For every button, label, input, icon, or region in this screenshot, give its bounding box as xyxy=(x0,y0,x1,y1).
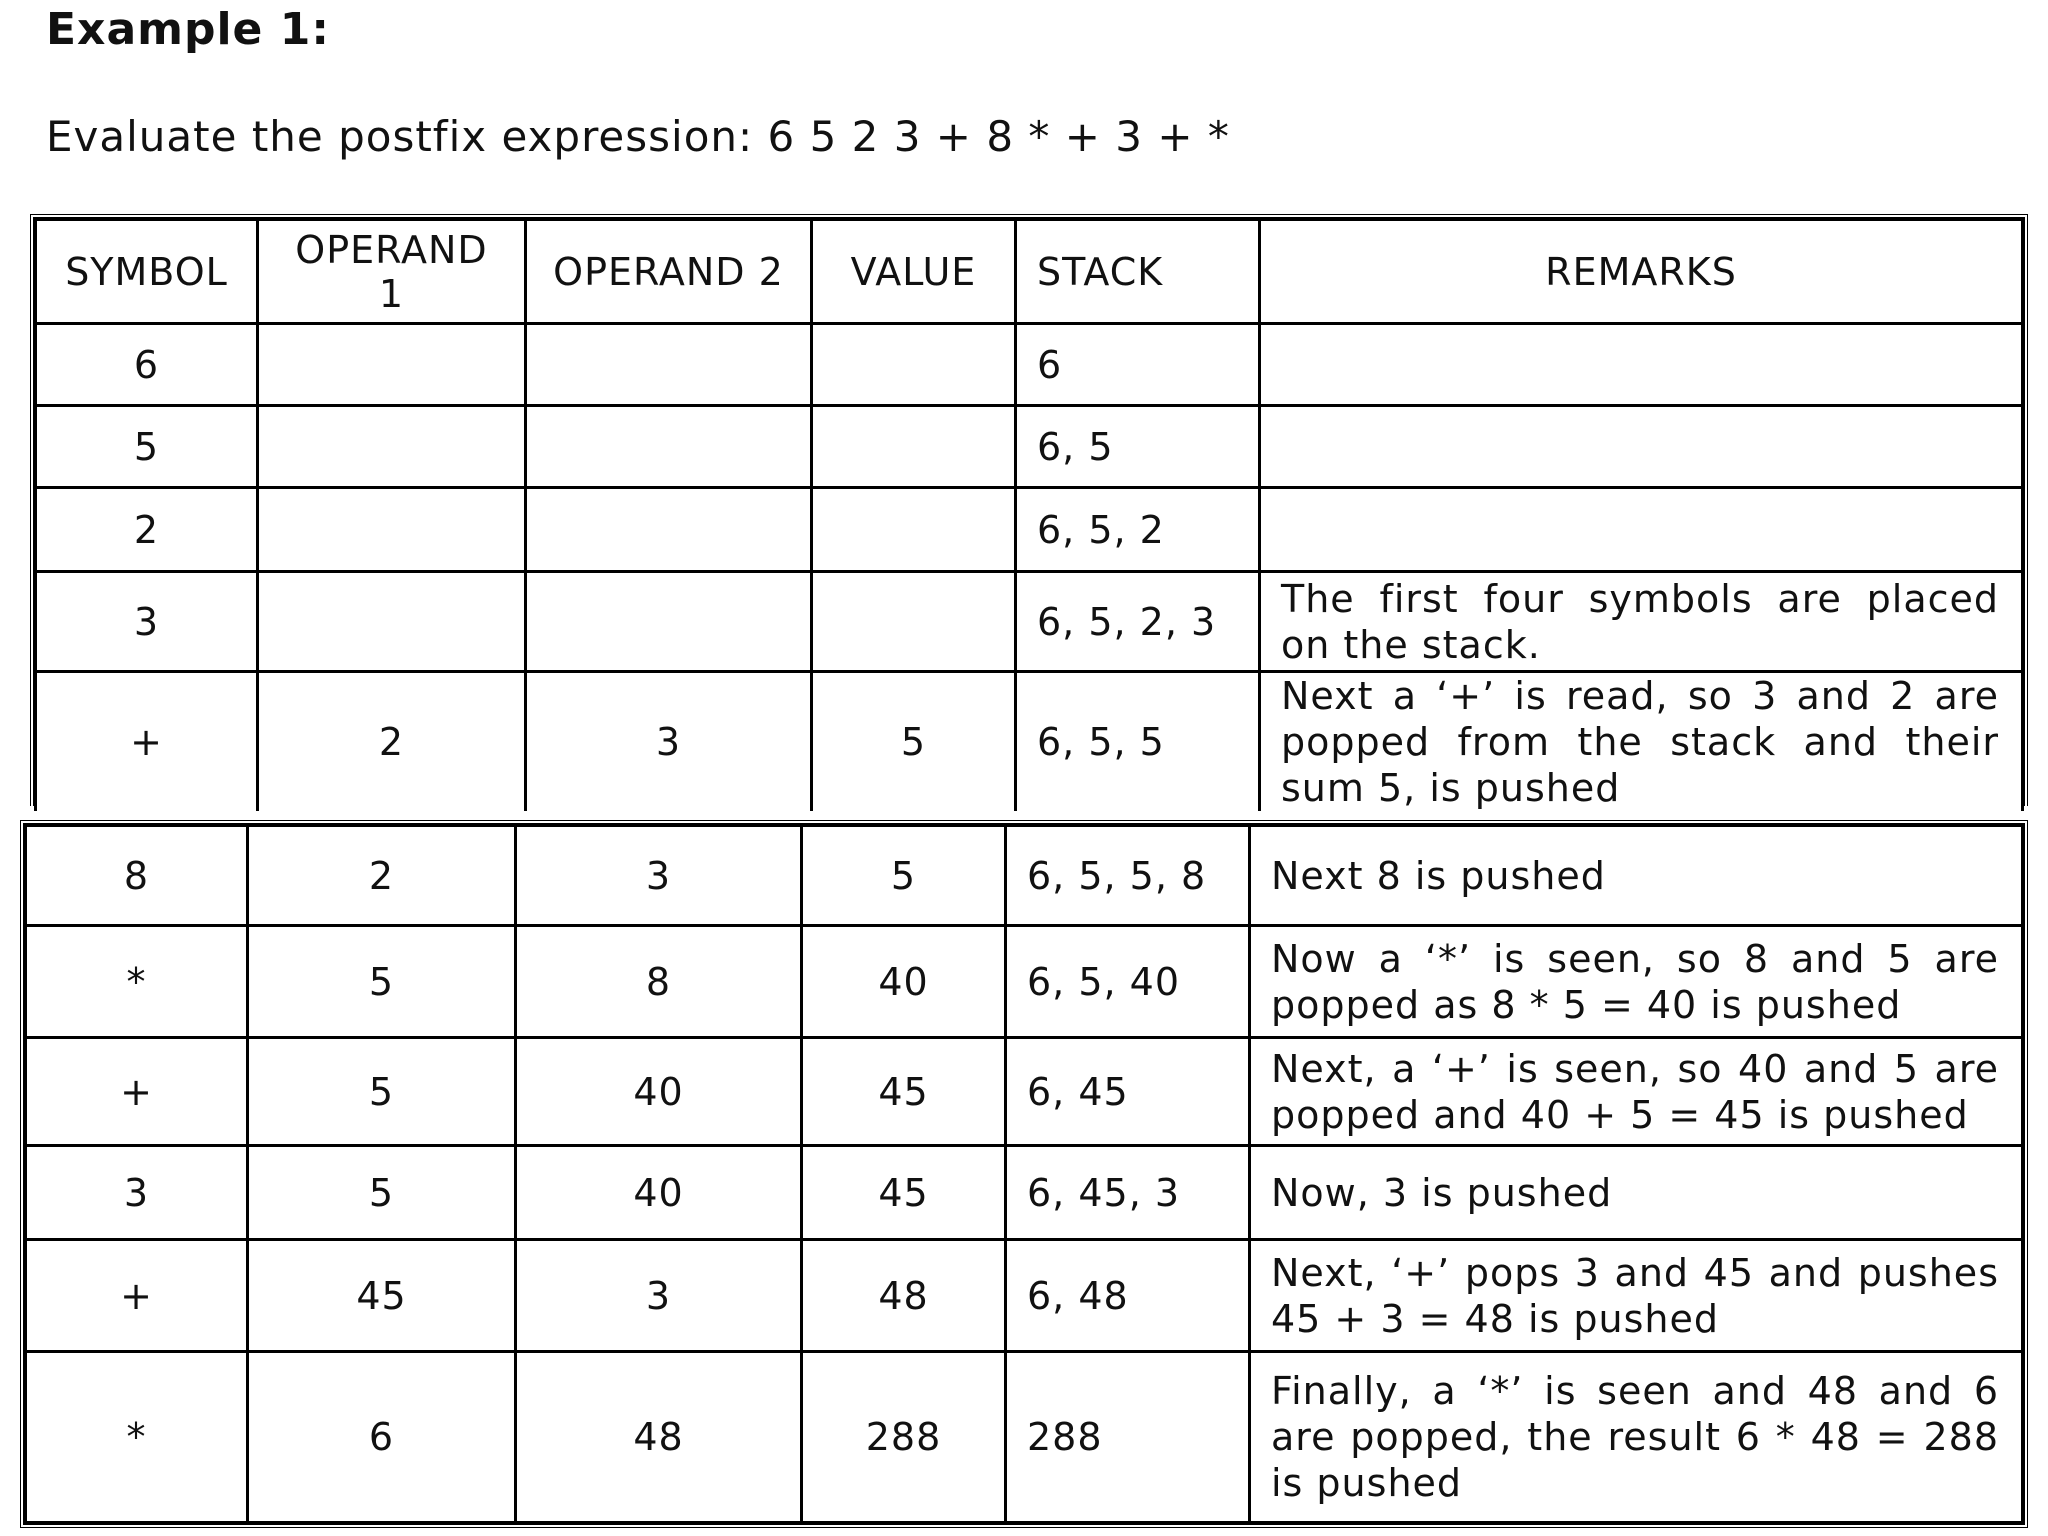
cell-stack: 6, 5, 5, 8 xyxy=(1006,826,1250,926)
cell-value: 5 xyxy=(802,826,1006,926)
evaluation-table xyxy=(34,218,2024,811)
table-row xyxy=(36,406,2023,488)
cell-stack: 6, 5, 2, 3 xyxy=(1016,572,1260,672)
cell-value xyxy=(812,406,1016,488)
cell-operand-1: 5 xyxy=(248,1038,516,1146)
cell-operand-1 xyxy=(258,406,526,488)
cell-value: 45 xyxy=(802,1038,1006,1146)
table-row xyxy=(26,1240,2023,1352)
cell-stack: 6, 45 xyxy=(1006,1038,1250,1146)
table-row xyxy=(26,826,2023,926)
cell-operand-1: 2 xyxy=(258,672,526,812)
table-row xyxy=(26,926,2023,1038)
cell-remark: Next, a ‘+’ is seen, so 40 and 5 are popped and 40 + 5 = 45 is pushed xyxy=(1250,1038,2023,1146)
cell-operand-1: 2 xyxy=(248,826,516,926)
cell-remark: Finally, a ‘*’ is seen and 48 and 6 are popped, the result 6 * 48 = 288 is pushed xyxy=(1250,1352,2023,1523)
cell-value xyxy=(812,324,1016,406)
cell-operand-1: 6 xyxy=(248,1352,516,1523)
cell-operand-2: 40 xyxy=(516,1038,802,1146)
cell-operand-1 xyxy=(258,488,526,572)
table-row xyxy=(26,1146,2023,1240)
cell-symbol: 6 xyxy=(36,324,258,406)
cell-stack: 6 xyxy=(1016,324,1260,406)
header-operand-2: OPERAND 2 xyxy=(526,220,812,324)
cell-remark xyxy=(1260,406,2023,488)
cell-remark: Next, ‘+’ pops 3 and 45 and pushes 45 + 3 = 48 is pushed xyxy=(1250,1240,2023,1352)
cell-operand-1: 5 xyxy=(248,1146,516,1240)
cell-symbol: 3 xyxy=(26,1146,248,1240)
example-heading: Example 1: xyxy=(46,4,330,55)
cell-value: 48 xyxy=(802,1240,1006,1352)
cell-operand-1 xyxy=(258,324,526,406)
cell-value xyxy=(812,572,1016,672)
cell-remark xyxy=(1260,488,2023,572)
cell-operand-1 xyxy=(258,572,526,672)
cell-symbol: 2 xyxy=(36,488,258,572)
cell-remark: The first four symbols are placed on the stack. xyxy=(1260,572,2023,672)
cell-operand-2 xyxy=(526,324,812,406)
cell-value: 45 xyxy=(802,1146,1006,1240)
cell-operand-1: 5 xyxy=(248,926,516,1038)
cell-stack: 6, 45, 3 xyxy=(1006,1146,1250,1240)
cell-operand-2: 40 xyxy=(516,1146,802,1240)
cell-stack: 288 xyxy=(1006,1352,1250,1523)
table-row xyxy=(36,672,2023,812)
cell-stack: 6, 5, 2 xyxy=(1016,488,1260,572)
table-row xyxy=(36,572,2023,672)
header-symbol: SYMBOL xyxy=(36,220,258,324)
table-row xyxy=(26,1352,2023,1523)
evaluation-table-part-1 xyxy=(30,214,2028,810)
cell-value: 40 xyxy=(802,926,1006,1038)
cell-symbol: 8 xyxy=(26,826,248,926)
cell-operand-2: 48 xyxy=(516,1352,802,1523)
cell-stack: 6, 5, 40 xyxy=(1006,926,1250,1038)
evaluation-table-continued xyxy=(24,824,2024,1524)
evaluation-table-part-2 xyxy=(20,820,2028,1528)
header-remarks: REMARKS xyxy=(1260,220,2023,324)
table-row xyxy=(26,1038,2023,1146)
cell-operand-2: 8 xyxy=(516,926,802,1038)
problem-statement: Evaluate the postfix expression: 6 5 2 3 + 8 * + 3 + * xyxy=(46,112,1230,161)
cell-symbol: + xyxy=(26,1038,248,1146)
cell-remark: Next a ‘+’ is read, so 3 and 2 are popped from the stack and their sum 5, is pushed xyxy=(1260,672,2023,812)
cell-operand-2: 3 xyxy=(516,826,802,926)
header-operand-1: OPERAND 1 xyxy=(258,220,526,324)
cell-operand-2 xyxy=(526,406,812,488)
cell-symbol: 3 xyxy=(36,572,258,672)
table-row xyxy=(36,324,2023,406)
cell-operand-2 xyxy=(526,572,812,672)
cell-operand-2: 3 xyxy=(526,672,812,812)
cell-symbol: * xyxy=(26,926,248,1038)
header-stack: STACK xyxy=(1016,220,1260,324)
cell-operand-2 xyxy=(526,488,812,572)
cell-stack: 6, 48 xyxy=(1006,1240,1250,1352)
cell-operand-2: 3 xyxy=(516,1240,802,1352)
header-row xyxy=(36,220,2023,324)
cell-remark: Now a ‘*’ is seen, so 8 and 5 are popped as 8 * 5 = 40 is pushed xyxy=(1250,926,2023,1038)
cell-remark: Now, 3 is pushed xyxy=(1250,1146,2023,1240)
cell-value: 5 xyxy=(812,672,1016,812)
cell-remark xyxy=(1260,324,2023,406)
cell-value: 288 xyxy=(802,1352,1006,1523)
cell-remark: Next 8 is pushed xyxy=(1250,826,2023,926)
cell-value xyxy=(812,488,1016,572)
cell-operand-1: 45 xyxy=(248,1240,516,1352)
header-value: VALUE xyxy=(812,220,1016,324)
cell-stack: 6, 5 xyxy=(1016,406,1260,488)
cell-symbol: 5 xyxy=(36,406,258,488)
cell-symbol: + xyxy=(26,1240,248,1352)
cell-symbol: * xyxy=(26,1352,248,1523)
table-row xyxy=(36,488,2023,572)
cell-symbol: + xyxy=(36,672,258,812)
cell-stack: 6, 5, 5 xyxy=(1016,672,1260,812)
